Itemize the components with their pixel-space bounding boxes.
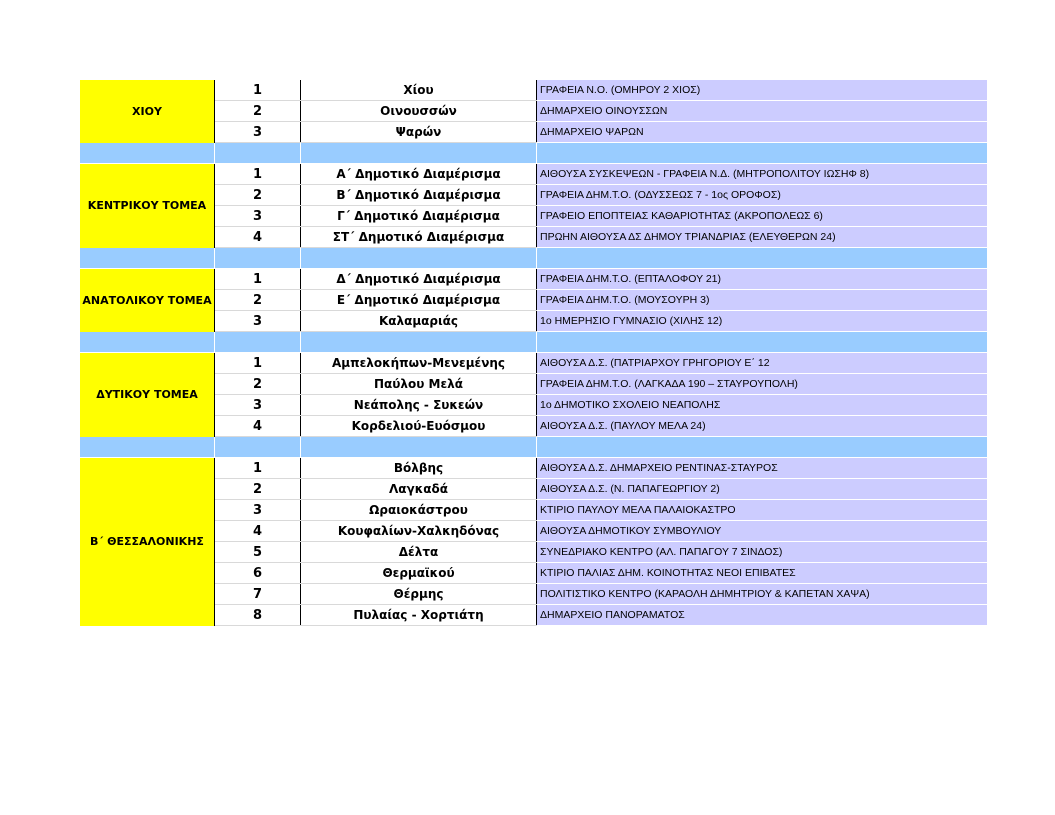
municipality-name: Θέρμης: [301, 584, 537, 605]
municipality-name: ΣΤ΄ Δημοτικό Διαμέρισμα: [301, 227, 537, 248]
row-number: 8: [215, 605, 301, 626]
meeting-place: ΓΡΑΦΕΙΑ ΔΗΜ.Τ.Ο. (ΛΑΓΚΑΔΑ 190 – ΣΤΑΥΡΟΥΠΟΛΗ): [537, 374, 988, 395]
table-row: [80, 521, 987, 542]
row-number: 3: [215, 500, 301, 521]
municipality-name: Κουφαλίων-Χαλκηδόνας: [301, 521, 537, 542]
meeting-place: ΚΤΙΡΙΟ ΠΑΥΛΟΥ ΜΕΛΑ ΠΑΛΑΙΟΚΑΣΤΡΟ: [537, 500, 988, 521]
municipality-name: Αμπελοκήπων-Μενεμένης: [301, 353, 537, 374]
meeting-place: ΓΡΑΦΕΙΑ ΔΗΜ.Τ.Ο. (ΜΟΥΣΟΥΡΗ 3): [537, 290, 988, 311]
municipality-name: Δέλτα: [301, 542, 537, 563]
meeting-place: ΠΟΛΙΤΙΣΤΙΚΟ ΚΕΝΤΡΟ (ΚΑΡΑΟΛΗ ΔΗΜΗΤΡΙΟΥ & ΚΑΠΕΤΑΝ ΧΑΨΑ): [537, 584, 988, 605]
separator-cell: [537, 248, 988, 269]
table-row: [80, 164, 987, 185]
municipality-name: Καλαμαριάς: [301, 311, 537, 332]
row-number: 5: [215, 542, 301, 563]
separator-row: [80, 248, 987, 269]
separator-cell: [537, 143, 988, 164]
meeting-place: 1ο ΗΜΕΡΗΣΙΟ ΓΥΜΝΑΣΙΟ (ΧΙΛΗΣ 12): [537, 311, 988, 332]
meeting-place: ΑΙΘΟΥΣΑ ΔΗΜΟΤΙΚΟΥ ΣΥΜΒΟΥΛΙΟΥ: [537, 521, 988, 542]
table-row: [80, 584, 987, 605]
schedule-table-body: [80, 80, 987, 626]
row-number: 2: [215, 101, 301, 122]
municipality-name: Οινουσσών: [301, 101, 537, 122]
municipality-name: Β΄ Δημοτικό Διαμέρισμα: [301, 185, 537, 206]
row-number: 1: [215, 353, 301, 374]
separator-cell: [215, 143, 301, 164]
table-row: [80, 416, 987, 437]
row-number: 4: [215, 416, 301, 437]
table-row: [80, 206, 987, 227]
row-number: 3: [215, 311, 301, 332]
row-number: 4: [215, 227, 301, 248]
separator-cell: [80, 332, 215, 353]
region-label: Β΄ ΘΕΣΣΑΛΟΝΙΚΗΣ: [80, 458, 215, 626]
meeting-place: ΓΡΑΦΕΙΑ Ν.Ο. (ΟΜΗΡΟΥ 2 ΧΙΟΣ): [537, 80, 988, 101]
table-row: [80, 101, 987, 122]
table-row: [80, 563, 987, 584]
municipality-name: Γ΄ Δημοτικό Διαμέρισμα: [301, 206, 537, 227]
municipality-name: Κορδελιού-Ευόσμου: [301, 416, 537, 437]
row-number: 2: [215, 290, 301, 311]
table-row: [80, 80, 987, 101]
table-row: [80, 290, 987, 311]
row-number: 3: [215, 206, 301, 227]
table-row: [80, 269, 987, 290]
row-number: 6: [215, 563, 301, 584]
table-row: [80, 458, 987, 479]
meeting-place: ΣΥΝΕΔΡΙΑΚΟ ΚΕΝΤΡΟ (ΑΛ. ΠΑΠΑΓΟΥ 7 ΣΙΝΔΟΣ): [537, 542, 988, 563]
table-row: [80, 542, 987, 563]
table-row: [80, 395, 987, 416]
table-row: [80, 479, 987, 500]
meeting-place: ΚΤΙΡΙΟ ΠΑΛΙΑΣ ΔΗΜ. ΚΟΙΝΟΤΗΤΑΣ ΝΕΟΙ ΕΠΙΒΑΤΕΣ: [537, 563, 988, 584]
table-row: [80, 353, 987, 374]
municipality-name: Α΄ Δημοτικό Διαμέρισμα: [301, 164, 537, 185]
row-number: 1: [215, 80, 301, 101]
municipality-name: Θερμαϊκού: [301, 563, 537, 584]
meeting-place: ΔΗΜΑΡΧΕΙΟ ΟΙΝΟΥΣΣΩΝ: [537, 101, 988, 122]
meeting-place: ΑΙΘΟΥΣΑ Δ.Σ. ΔΗΜΑΡΧΕΙΟ ΡΕΝΤΙΝΑΣ-ΣΤΑΥΡΟΣ: [537, 458, 988, 479]
meeting-place: ΑΙΘΟΥΣΑ Δ.Σ. (ΠΑΥΛΟΥ ΜΕΛΑ 24): [537, 416, 988, 437]
municipality-name: Πυλαίας - Χορτιάτη: [301, 605, 537, 626]
municipality-name: Ωραιοκάστρου: [301, 500, 537, 521]
region-label: ΑΝΑΤΟΛΙΚΟΥ ΤΟΜΕΑ: [80, 269, 215, 332]
municipality-name: Παύλου Μελά: [301, 374, 537, 395]
row-number: 2: [215, 479, 301, 500]
separator-cell: [215, 248, 301, 269]
row-number: 3: [215, 122, 301, 143]
separator-cell: [215, 332, 301, 353]
municipality-name: Δ΄ Δημοτικό Διαμέρισμα: [301, 269, 537, 290]
row-number: 4: [215, 521, 301, 542]
region-label: ΔΥΤΙΚΟΥ ΤΟΜΕΑ: [80, 353, 215, 437]
row-number: 2: [215, 185, 301, 206]
municipality-name: Λαγκαδά: [301, 479, 537, 500]
municipality-name: Βόλβης: [301, 458, 537, 479]
table-row: [80, 605, 987, 626]
meeting-place: ΔΗΜΑΡΧΕΙΟ ΨΑΡΩΝ: [537, 122, 988, 143]
separator-cell: [301, 248, 537, 269]
separator-cell: [80, 248, 215, 269]
separator-cell: [80, 143, 215, 164]
separator-cell: [301, 437, 537, 458]
separator-cell: [537, 437, 988, 458]
table-row: [80, 311, 987, 332]
separator-row: [80, 332, 987, 353]
separator-row: [80, 143, 987, 164]
row-number: 1: [215, 269, 301, 290]
meeting-place: ΓΡΑΦΕΙΑ ΔΗΜ.Τ.Ο. (ΕΠΤΑΛΟΦΟΥ 21): [537, 269, 988, 290]
meeting-place: 1ο ΔΗΜΟΤΙΚΟ ΣΧΟΛΕΙΟ ΝΕΑΠΟΛΗΣ: [537, 395, 988, 416]
row-number: 2: [215, 374, 301, 395]
table-row: [80, 227, 987, 248]
meeting-place: ΔΗΜΑΡΧΕΙΟ ΠΑΝΟΡΑΜΑΤΟΣ: [537, 605, 988, 626]
region-label: ΚΕΝΤΡΙΚΟΥ ΤΟΜΕΑ: [80, 164, 215, 248]
table-row: [80, 374, 987, 395]
meeting-place: ΓΡΑΦΕΙΟ ΕΠΟΠΤΕΙΑΣ ΚΑΘΑΡΙΟΤΗΤΑΣ (ΑΚΡΟΠΟΛΕΩΣ 6): [537, 206, 988, 227]
separator-cell: [215, 437, 301, 458]
separator-cell: [301, 332, 537, 353]
table-row: [80, 185, 987, 206]
region-label: ΧΙΟΥ: [80, 80, 215, 143]
meeting-place: ΓΡΑΦΕΙΑ ΔΗΜ.Τ.Ο. (ΟΔΥΣΣΕΩΣ 7 - 1ος ΟΡΟΦΟΣ): [537, 185, 988, 206]
schedule-table: [80, 80, 987, 626]
separator-cell: [537, 332, 988, 353]
table-row: [80, 122, 987, 143]
meeting-place: ΑΙΘΟΥΣΑ Δ.Σ. (ΠΑΤΡΙΑΡΧΟΥ ΓΡΗΓΟΡΙΟΥ Ε΄ 12: [537, 353, 988, 374]
municipality-name: Ε΄ Δημοτικό Διαμέρισμα: [301, 290, 537, 311]
separator-cell: [301, 143, 537, 164]
row-number: 3: [215, 395, 301, 416]
municipality-name: Ψαρών: [301, 122, 537, 143]
meeting-place: ΠΡΩΗΝ ΑΙΘΟΥΣΑ ΔΣ ΔΗΜΟΥ ΤΡΙΑΝΔΡΙΑΣ (ΕΛΕΥΘΕΡΩΝ 24): [537, 227, 988, 248]
separator-row: [80, 437, 987, 458]
row-number: 7: [215, 584, 301, 605]
table-row: [80, 500, 987, 521]
meeting-place: ΑΙΘΟΥΣΑ ΣΥΣΚΕΨΕΩΝ - ΓΡΑΦΕΙΑ Ν.Δ. (ΜΗΤΡΟΠΟΛΙΤΟΥ ΙΩΣΗΦ 8): [537, 164, 988, 185]
municipality-name: Χίου: [301, 80, 537, 101]
municipality-name: Νεάπολης - Συκεών: [301, 395, 537, 416]
row-number: 1: [215, 458, 301, 479]
separator-cell: [80, 437, 215, 458]
meeting-place: ΑΙΘΟΥΣΑ Δ.Σ. (Ν. ΠΑΠΑΓΕΩΡΓΙΟΥ 2): [537, 479, 988, 500]
row-number: 1: [215, 164, 301, 185]
